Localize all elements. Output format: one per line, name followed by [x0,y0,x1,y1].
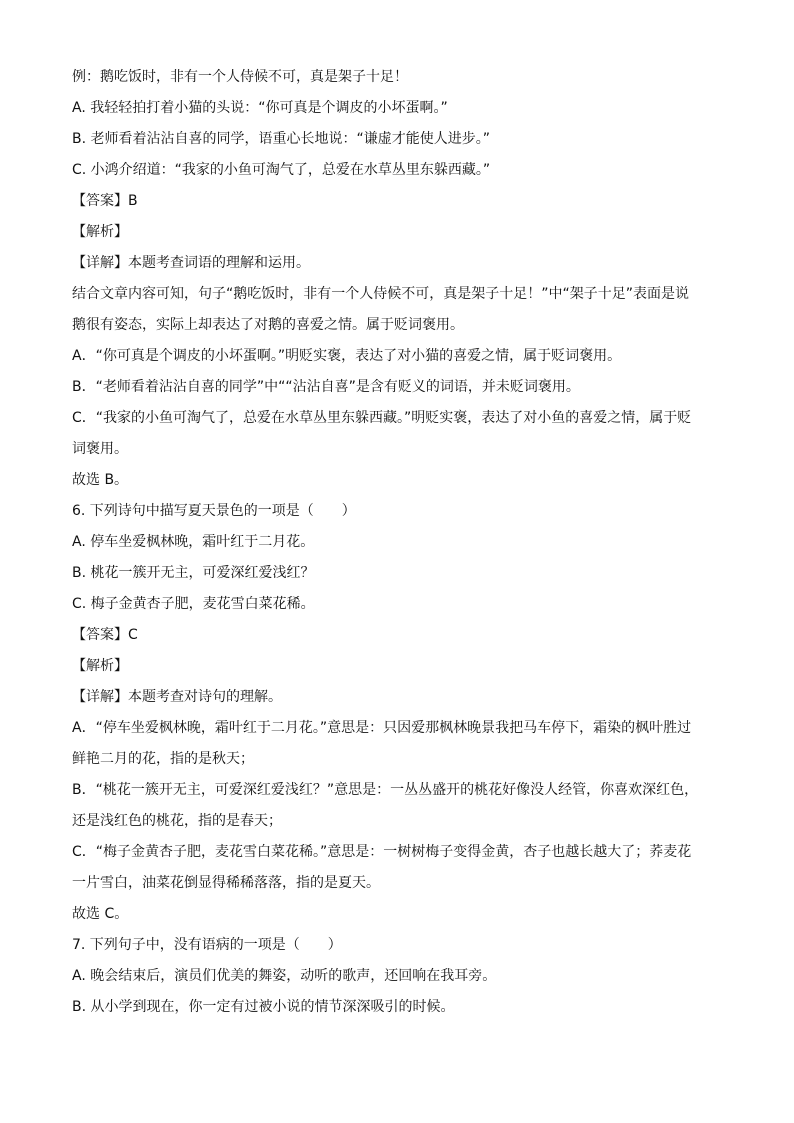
q6-detail-a: A．“停车坐爱枫林晚，霜叶红于二月花。”意思是：只因爱那枫林晚景我把马车停下，霜染的枫叶胜过 [72,720,692,736]
q5-analysis-heading: 【解析】 [72,224,128,240]
q5-detail-intro: 【详解】本题考查词语的理解和运用。 [72,255,310,271]
q5-detail-c: C．“我家的小鱼可淘气了，总爱在水草丛里东躲西藏。”明贬实褒，表达了对小鱼的喜爱之情，属于贬 [72,410,692,426]
q7-option-a: A. 晚会结束后，演员们优美的舞姿，动听的歌声，还回响在我耳旁。 [72,968,497,984]
q6-analysis-heading: 【解析】 [72,658,128,674]
q6-detail-c: C．“梅子金黄杏子肥，麦花雪白菜花稀。”意思是：一树树梅子变得金黄，杏子也越长越大了；荞麦花 [72,844,692,860]
q5-detail-a: A．“你可真是个调皮的小坏蛋啊。”明贬实褒，表达了对小猫的喜爱之情，属于贬词褒用。 [72,348,622,364]
q6-option-c: C. 梅子金黄杏子肥，麦花雪白菜花稀。 [72,596,315,612]
q6-option-b: B. 桃花一簇开无主，可爱深红爱浅红？ [72,565,315,581]
q6-option-a: A. 停车坐爱枫林晚，霜叶红于二月花。 [72,534,315,550]
q6-detail-b: B．“桃花一簇开无主，可爱深红爱浅红？”意思是：一丛丛盛开的桃花好像没人经管，你喜欢深红色， [72,782,699,798]
q5-detail-line: 结合文章内容可知，句子“鹅吃饭时，非有一个人侍候不可，真是架子十足！”中“架子十足”表面是说 [72,286,690,302]
q7-stem: 7. 下列句子中，没有语病的一项是（ ） [72,937,342,953]
q6-detail-c-cont: 一片雪白，油菜花倒显得稀稀落落，指的是夏天。 [72,875,380,891]
q6-answer: 【答案】C [72,627,138,643]
q5-detail-c-cont: 词褒用。 [72,441,128,457]
q6-detail-b-cont: 还是浅红色的桃花，指的是春天； [72,813,282,829]
q6-detail-a-cont: 鲜艳二月的花，指的是秋天； [72,751,254,767]
q5-option-a: A. 我轻轻拍打着小猫的头说：“你可真是个调皮的小坏蛋啊。” [72,100,448,116]
q5-detail-b: B．“老师看着沾沾自喜的同学”中““沾沾自喜”是含有贬义的词语，并未贬词褒用。 [72,379,580,395]
q5-option-b: B. 老师看着沾沾自喜的同学，语重心长地说：“谦虚才能使人进步。” [72,131,491,147]
example-sentence: 例：鹅吃饭时，非有一个人侍候不可，真是架子十足！ [72,69,408,85]
q6-conclusion: 故选 C。 [72,906,129,922]
q6-stem: 6. 下列诗句中描写夏天景色的一项是（ ） [72,503,356,519]
document-page [72,62,722,1023]
q5-option-c: C. 小鸿介绍道：“我家的小鱼可淘气了，总爱在水草丛里东躲西藏。” [72,162,491,178]
q6-detail-intro: 【详解】本题考查对诗句的理解。 [72,689,282,705]
q5-conclusion: 故选 B。 [72,472,129,488]
q5-answer: 【答案】B [72,193,138,209]
q5-detail-line: 鹅很有姿态，实际上却表达了对鹅的喜爱之情。属于贬词褒用。 [72,317,464,333]
q7-option-b: B. 从小学到现在，你一定有过被小说的情节深深吸引的时候。 [72,999,455,1015]
